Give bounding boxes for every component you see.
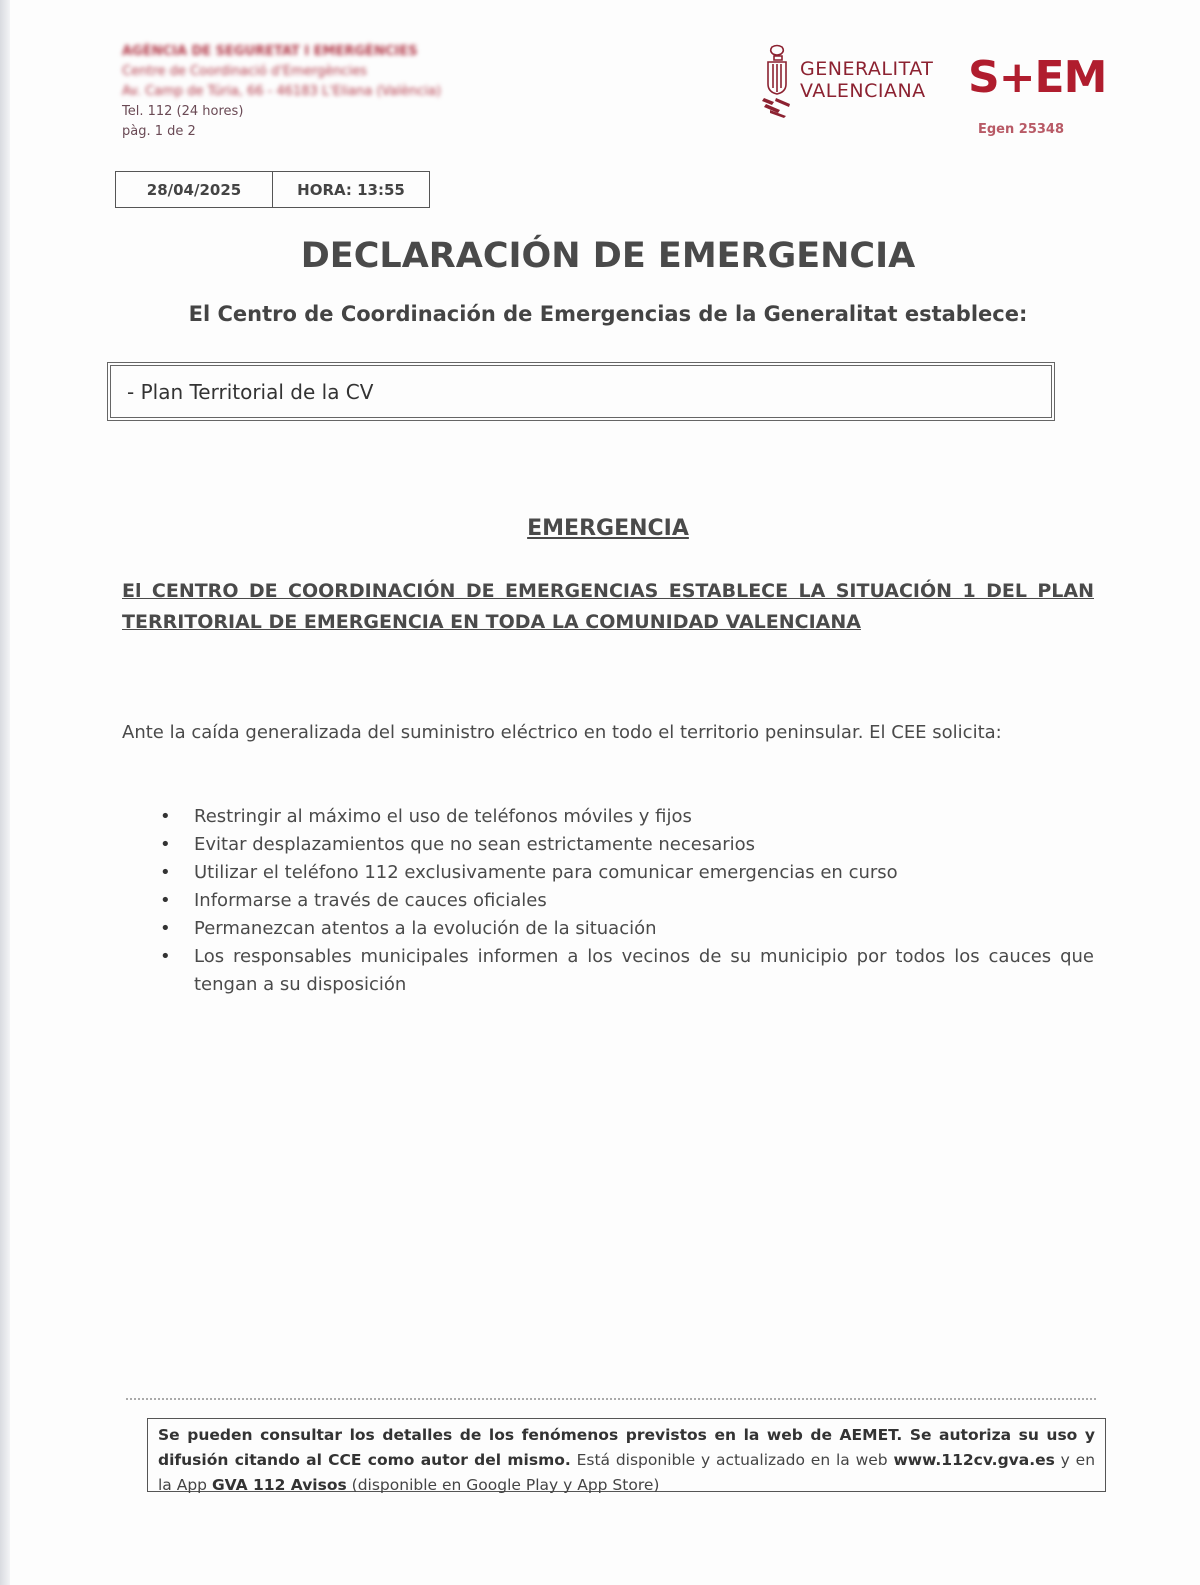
plan-box	[107, 362, 1055, 421]
page-number: pàg. 1 de 2	[122, 124, 196, 139]
footer-text: y en la App	[158, 1451, 1096, 1494]
gva-logo-text	[800, 58, 933, 102]
list-item: • Evitar desplazamientos que no sean estrictamente necesarios	[160, 831, 1094, 859]
list-item: • Informarse a través de cauces oficiales	[160, 887, 1094, 915]
address: Av. Camp de Túria, 66 - 46183 L'Eliana (València)	[122, 84, 442, 99]
footer-text: Está disponible y actualizado en la web	[570, 1451, 894, 1469]
center-name: Centre de Coordinació d'Emergències	[122, 64, 367, 79]
footer-url: www.112cv.gva.es	[893, 1451, 1055, 1469]
list-item: • Restringir al máximo el uso de teléfonos móviles y fijos	[160, 803, 1094, 831]
phone: Tel. 112 (24 hores)	[122, 104, 244, 119]
footer-app-name: GVA 112 Avisos	[211, 1476, 347, 1494]
egen-reference: Egen 25348	[978, 122, 1065, 137]
gva-line1: GENERALITAT	[800, 58, 934, 80]
sem-logo: S+EM	[968, 52, 1107, 103]
document-title: DECLARACIÓN DE EMERGENCIA	[300, 236, 916, 276]
footer-text: (disponible en Google Play y App Store)	[346, 1476, 660, 1494]
list-item: • Permanezcan atentos a la evolución de la situación	[160, 915, 1094, 943]
document-subtitle: El Centro de Coordinación de Emergencias de la Generalitat establece:	[188, 302, 1028, 326]
date-time-box	[115, 171, 430, 208]
date-value: 28/04/2025	[116, 172, 273, 207]
agency-name: AGÈNCIA DE SEGURETAT I EMERGÈNCIES	[122, 44, 418, 59]
gva-coat-of-arms-icon	[762, 44, 792, 118]
gva-line2: VALENCIANA	[800, 80, 926, 102]
plan-text: - Plan Territorial de la CV	[110, 365, 1052, 418]
emergency-statement: El CENTRO DE COORDINACIÓN DE EMERGENCIAS ESTABLECE LA SITUACIÓN 1 DEL PLAN TERRITORIAL DE EMERGENCIA EN TODA LA COMUNIDAD VALENCIANA	[122, 580, 1094, 633]
sender-block	[122, 42, 441, 142]
section-heading: EMERGENCIA	[527, 516, 689, 541]
intro-paragraph: Ante la caída generalizada del suministro eléctrico en todo el territorio peninsular. El CEE solicita:	[122, 722, 1002, 743]
footer-notice	[147, 1418, 1106, 1492]
time-value: HORA: 13:55	[297, 180, 405, 199]
measures-list	[160, 803, 1094, 999]
list-item: • Utilizar el teléfono 112 exclusivamente para comunicar emergencias en curso	[160, 859, 1094, 887]
dotted-divider	[126, 1398, 1096, 1400]
list-item: • Los responsables municipales informen a los vecinos de su municipio por todos los cauces que tengan a su disposición	[160, 943, 1094, 999]
footer-bold-text: Se pueden consultar los detalles de los fenómenos previstos en la web de AEMET. Se autoriza su uso y difusión citando al CCE como autor del mismo.	[158, 1426, 1095, 1469]
